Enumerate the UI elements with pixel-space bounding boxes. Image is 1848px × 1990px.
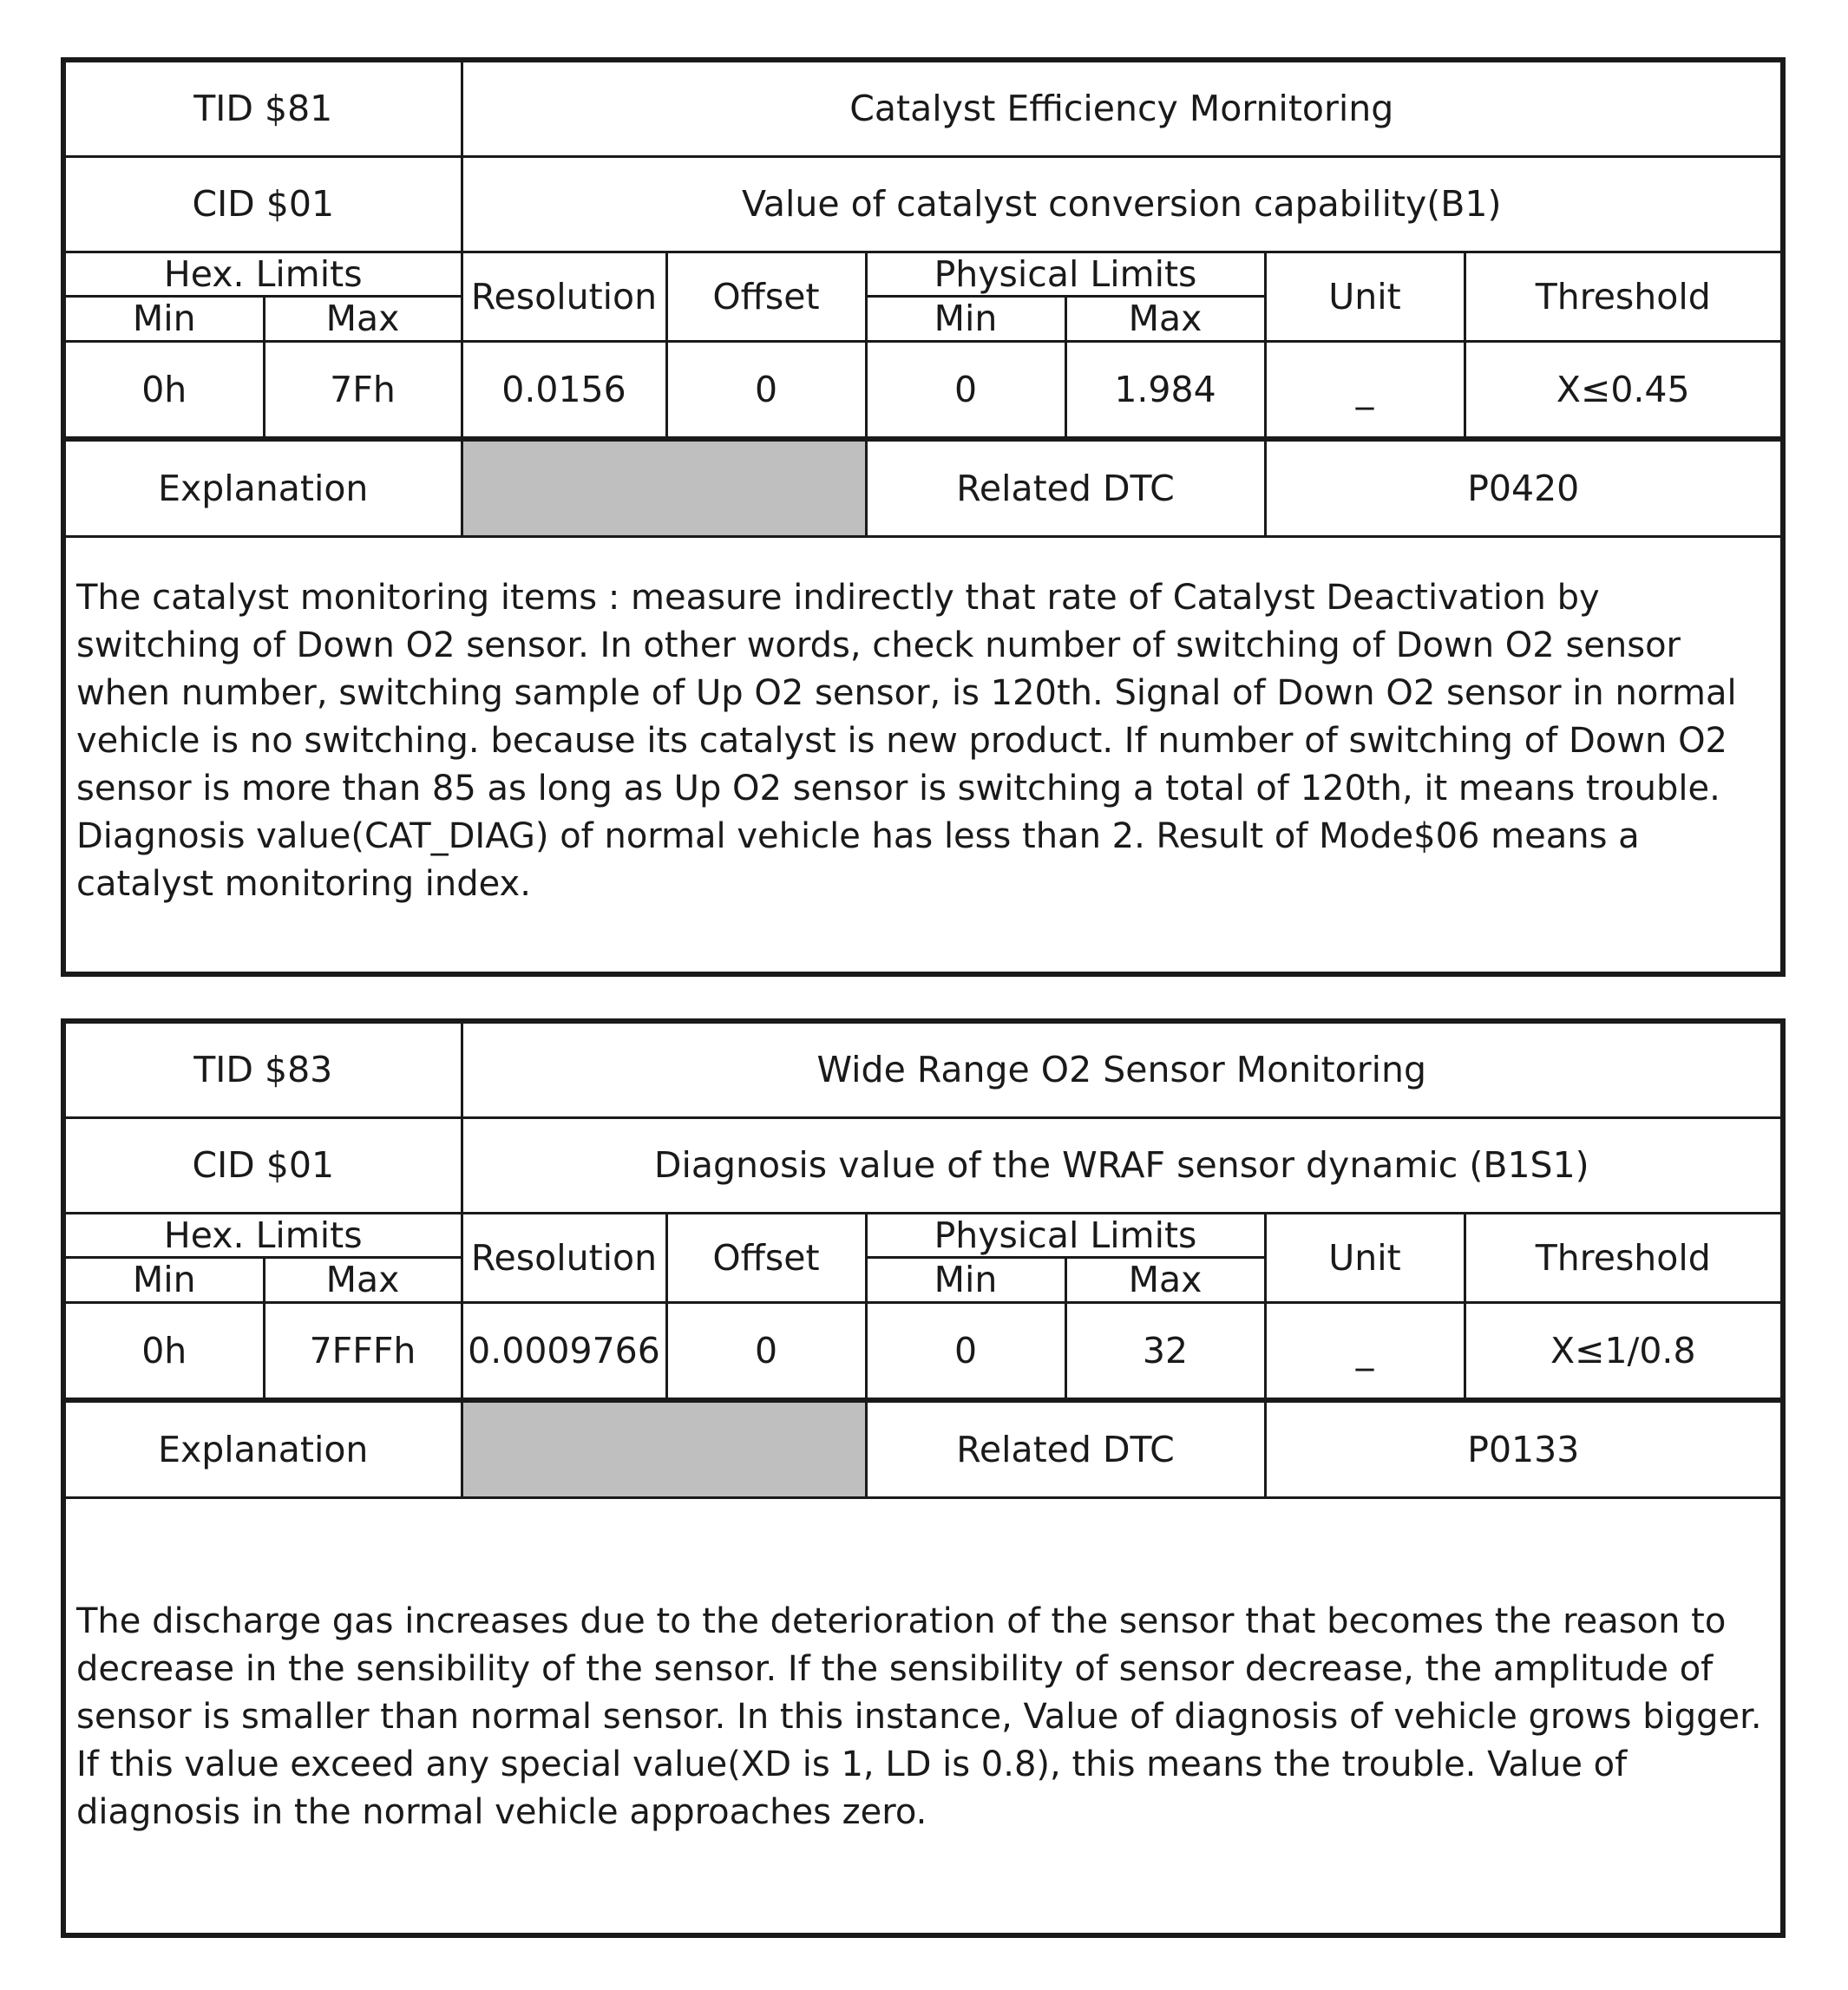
resolution-header: Resolution [462,252,666,342]
threshold-header: Threshold [1465,252,1780,342]
unit-value: _ [1265,1303,1465,1401]
hex-max-value: 7Fh [264,342,462,440]
phys-max-value: 1.984 [1065,342,1265,440]
phys-min-header: Min [866,1258,1065,1303]
monitor-spec-table [66,62,1780,538]
tid-label: TID $81 [66,62,462,157]
related-dtc-label: Related DTC [866,439,1265,537]
tid-label: TID $83 [66,1024,462,1118]
hex-max-value: 7FFFh [264,1303,462,1401]
resolution-value: 0.0009766 [462,1303,666,1401]
threshold-header: Threshold [1465,1214,1780,1303]
explanation-label: Explanation [66,1400,462,1498]
phys-min-value: 0 [866,342,1065,440]
offset-value: 0 [666,1303,866,1401]
hex-min-value: 0h [66,342,264,440]
cid-title: Value of catalyst conversion capability(B1) [462,157,1780,252]
phys-min-header: Min [866,297,1065,342]
cid-label: CID $01 [66,157,462,252]
offset-header: Offset [666,1214,866,1303]
offset-value: 0 [666,342,866,440]
hex-max-header: Max [264,297,462,342]
related-dtc-value: P0133 [1265,1400,1780,1498]
phys-max-header: Max [1065,1258,1265,1303]
hex-min-header: Min [66,1258,264,1303]
unit-value: _ [1265,342,1465,440]
explanation-gray-cell [462,439,866,537]
resolution-value: 0.0156 [462,342,666,440]
monitor-spec-table [66,1024,1780,1499]
unit-header: Unit [1265,252,1465,342]
physical-limits-header: Physical Limits [866,252,1265,297]
hex-limits-header: Hex. Limits [66,1214,462,1258]
threshold-value: X≤1/0.8 [1465,1303,1780,1401]
hex-min-value: 0h [66,1303,264,1401]
hex-max-header: Max [264,1258,462,1303]
monitor-block-tid83 [61,1018,1786,1938]
tid-title: Wide Range O2 Sensor Monitoring [462,1024,1780,1118]
phys-max-header: Max [1065,297,1265,342]
resolution-header: Resolution [462,1214,666,1303]
explanation-text: The discharge gas increases due to the deterioration of the sensor that becomes the reason to decrease in the sensibility of the sensor. If the sensibility of sensor decrease, the amplitude of sensor is smaller than normal sensor. In this instance, Value of diagnosis of vehicle grows bigger. If this value exceed any special value(XD is 1, LD is 0.8), this means the trouble. Value of diagnosis in the normal vehicle approaches zero. [76,1601,1762,1832]
explanation-label: Explanation [66,439,462,537]
phys-min-value: 0 [866,1303,1065,1401]
unit-header: Unit [1265,1214,1465,1303]
related-dtc-value: P0420 [1265,439,1780,537]
tid-title: Catalyst Efficiency Mornitoring [462,62,1780,157]
cid-title: Diagnosis value of the WRAF sensor dynamic (B1S1) [462,1118,1780,1214]
cid-label: CID $01 [66,1118,462,1214]
physical-limits-header: Physical Limits [866,1214,1265,1258]
threshold-value: X≤0.45 [1465,342,1780,440]
explanation-text: The catalyst monitoring items : measure indirectly that rate of Catalyst Deactivation by switching of Down O2 sensor. In other words, check number of switching of Down O2 sensor when number, switching sample of Up O2 sensor, is 120th. Signal of Down O2 sensor in normal vehicle is no switching. because its catalyst is new product. If number of switching of Down O2 sensor is more than 85 as long as Up O2 sensor is switching a total of 120th, it means trouble. Diagnosis value(CAT_DIAG) of normal vehicle has less than 2. Result of Mode$06 means a catalyst monitoring index. [76,578,1737,904]
offset-header: Offset [666,252,866,342]
hex-limits-header: Hex. Limits [66,252,462,297]
explanation-gray-cell [462,1400,866,1498]
phys-max-value: 32 [1065,1303,1265,1401]
hex-min-header: Min [66,297,264,342]
monitor-block-tid81 [61,57,1786,977]
related-dtc-label: Related DTC [866,1400,1265,1498]
